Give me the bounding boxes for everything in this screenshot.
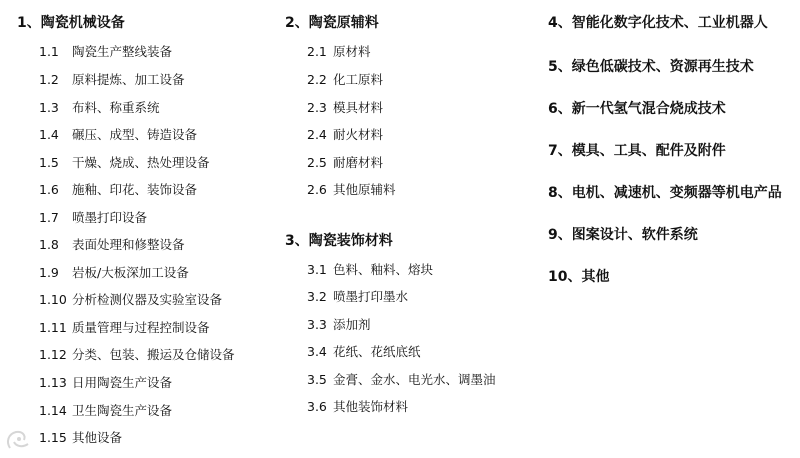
list-item — [307, 181, 396, 199]
list-item — [39, 99, 160, 117]
list-item — [39, 236, 185, 254]
item-number: 1.9 — [39, 265, 59, 280]
item-number: 1.5 — [39, 155, 59, 170]
item-text: 耐磨材料 — [333, 155, 384, 170]
item-number: 2.2 — [307, 72, 327, 87]
item-number: 2.1 — [307, 44, 327, 59]
list-item — [39, 43, 172, 61]
list-item — [39, 71, 185, 89]
item-number: 3.1 — [307, 262, 327, 277]
item-number: 1.10 — [39, 292, 67, 307]
item-text: 原材料 — [333, 44, 371, 59]
section-heading: 1、陶瓷机械设备 — [17, 15, 125, 31]
list-item — [307, 43, 371, 61]
item-text: 其他原辅料 — [333, 182, 396, 197]
section-heading: 10、其他 — [548, 269, 610, 285]
item-number: 1.3 — [39, 100, 59, 115]
item-number: 1.6 — [39, 182, 59, 197]
item-text: 添加剂 — [333, 317, 371, 332]
item-number: 1.8 — [39, 237, 59, 252]
section-heading: 2、陶瓷原辅料 — [285, 15, 379, 31]
list-item — [39, 346, 235, 364]
item-text: 干燥、烧成、热处理设备 — [72, 155, 210, 170]
list-item — [307, 288, 408, 306]
list-item — [307, 154, 383, 172]
item-text: 卫生陶瓷生产设备 — [72, 403, 173, 418]
item-text: 表面处理和修整设备 — [72, 237, 185, 252]
item-number: 3.3 — [307, 317, 327, 332]
item-text: 施釉、印花、装饰设备 — [72, 182, 198, 197]
item-number: 1.11 — [39, 320, 67, 335]
item-text: 布料、称重系统 — [72, 100, 160, 115]
section-heading: 4、智能化数字化技术、工业机器人 — [548, 15, 768, 31]
list-item — [307, 398, 408, 416]
section-heading: 3、陶瓷装饰材料 — [285, 233, 393, 249]
item-number: 3.6 — [307, 399, 327, 414]
item-text: 色料、釉料、熔块 — [333, 262, 434, 277]
item-text: 金膏、金水、电光水、调墨油 — [333, 372, 496, 387]
section-heading: 8、电机、减速机、变频器等机电产品 — [548, 185, 782, 201]
list-item — [39, 264, 189, 282]
item-text: 原料提炼、加工设备 — [72, 72, 185, 87]
item-text: 花纸、花纸底纸 — [333, 344, 421, 359]
item-number: 1.15 — [39, 430, 67, 445]
item-text: 岩板/大板深加工设备 — [72, 265, 189, 280]
list-item — [307, 99, 383, 117]
item-number: 3.4 — [307, 344, 327, 359]
list-item — [39, 291, 222, 309]
list-item — [39, 319, 210, 337]
item-text: 其他设备 — [72, 430, 123, 445]
list-item — [307, 71, 383, 89]
list-item — [39, 181, 197, 199]
item-number: 1.2 — [39, 72, 59, 87]
item-number: 1.13 — [39, 375, 67, 390]
item-text: 陶瓷生产整线装备 — [72, 44, 173, 59]
list-item — [307, 343, 421, 361]
item-number: 2.4 — [307, 127, 327, 142]
item-text: 模具材料 — [333, 100, 384, 115]
item-text: 质量管理与过程控制设备 — [72, 320, 210, 335]
item-text: 化工原料 — [333, 72, 384, 87]
item-text: 分析检测仪器及实验室设备 — [72, 292, 223, 307]
item-number: 1.1 — [39, 44, 59, 59]
item-number: 3.5 — [307, 372, 327, 387]
item-text: 日用陶瓷生产设备 — [72, 375, 173, 390]
list-item — [307, 371, 496, 389]
item-number: 1.14 — [39, 403, 67, 418]
item-text: 其他装饰材料 — [333, 399, 409, 414]
item-number: 1.7 — [39, 210, 59, 225]
item-text: 耐火材料 — [333, 127, 384, 142]
list-item — [307, 316, 371, 334]
item-number: 2.6 — [307, 182, 327, 197]
item-number: 3.2 — [307, 289, 327, 304]
list-item — [39, 126, 197, 144]
item-number: 2.5 — [307, 155, 327, 170]
item-text: 喷墨打印设备 — [72, 210, 148, 225]
list-item — [307, 126, 383, 144]
list-item — [39, 402, 172, 420]
item-text: 喷墨打印墨水 — [333, 289, 409, 304]
item-number: 1.4 — [39, 127, 59, 142]
section-heading: 7、模具、工具、配件及附件 — [548, 143, 726, 159]
section-heading: 6、新一代氢气混合烧成技术 — [548, 101, 726, 117]
list-item — [39, 209, 147, 227]
list-item — [39, 374, 172, 392]
item-text: 碾压、成型、铸造设备 — [72, 127, 198, 142]
section-heading: 9、图案设计、软件系统 — [548, 227, 698, 243]
list-item — [39, 154, 210, 172]
item-text: 分类、包装、搬运及仓储设备 — [72, 347, 235, 362]
section-heading: 5、绿色低碳技术、资源再生技术 — [548, 59, 754, 75]
watermark-logo-icon — [4, 428, 32, 454]
list-item — [307, 261, 433, 279]
list-item — [39, 429, 122, 447]
item-number: 1.12 — [39, 347, 67, 362]
item-number: 2.3 — [307, 100, 327, 115]
